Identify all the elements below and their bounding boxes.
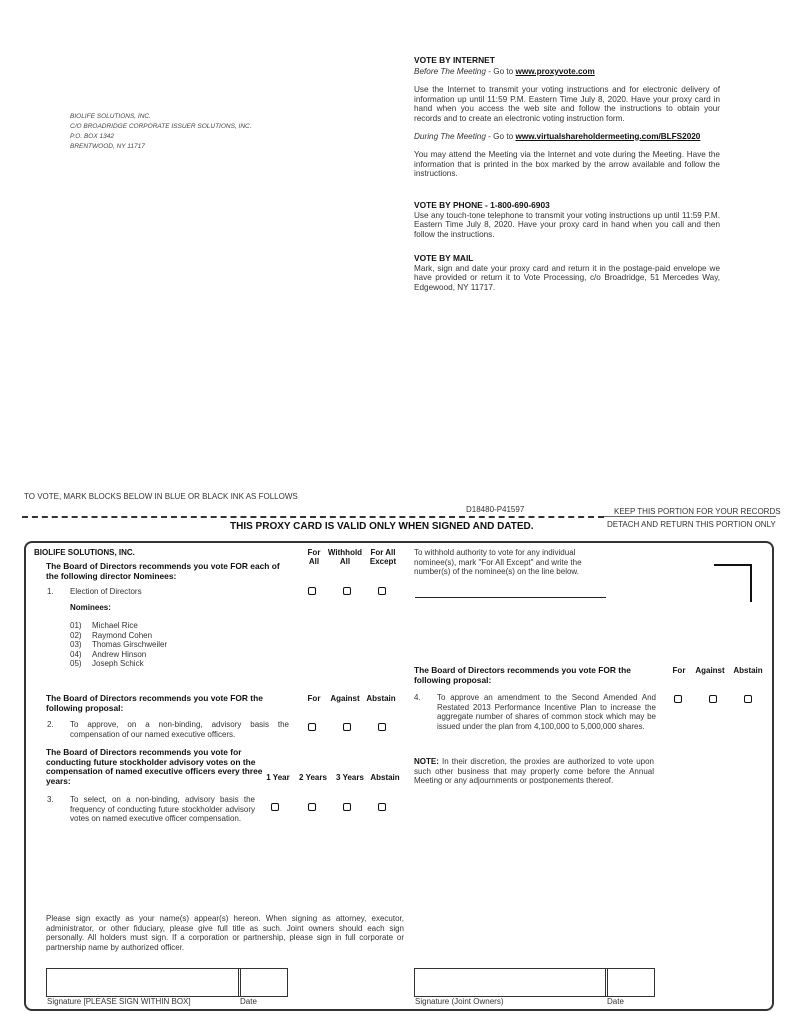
return-address — [70, 112, 252, 152]
vote-phone-text: Use any touch-tone telephone to transmit your voting instructions up until 11:59 P.M. Eastern Time July 8, 2020. Have your proxy card in hand when you call and then follow the instructions. — [414, 210, 720, 239]
col-withhold-all: Withhold All — [327, 548, 363, 566]
during-goto: - Go to — [485, 131, 516, 141]
joint-signature-box[interactable] — [414, 968, 608, 997]
note-label: NOTE: — [414, 757, 439, 766]
vote-by-phone-section — [414, 201, 720, 239]
joint-date-box[interactable] — [605, 968, 655, 997]
nominee-name: Raymond Cohen — [92, 630, 153, 640]
proposal-2-number: 2. — [47, 720, 54, 729]
vote-phone-heading: VOTE BY PHONE - 1-800-690-6903 — [414, 200, 550, 210]
address-line: C/O BROADRIDGE CORPORATE ISSUER SOLUTIONS, INC. — [70, 123, 252, 130]
address-line: BIOLIFE SOLUTIONS, INC. — [70, 113, 151, 120]
p3-abstain-checkbox[interactable] — [378, 803, 386, 811]
nominee-number: 01) — [70, 621, 82, 630]
p3-col-abstain: Abstain — [370, 773, 400, 782]
p2-col-for: For — [307, 694, 321, 703]
for-all-except-checkbox[interactable] — [378, 587, 386, 595]
p3-col-3-years: 3 Years — [336, 773, 364, 782]
nominee-name: Joseph Schick — [92, 659, 144, 668]
nominee — [70, 631, 167, 641]
before-meeting-label: Before The Meeting — [414, 66, 486, 76]
for-all-checkbox[interactable] — [308, 587, 316, 595]
signature-label: Signature [PLEASE SIGN WITHIN BOX] — [47, 997, 191, 1006]
vote-internet-heading: VOTE BY INTERNET — [414, 55, 495, 65]
nominee — [70, 621, 167, 631]
during-meeting-label: During The Meeting — [414, 131, 486, 141]
item-1-number: 1. — [47, 587, 54, 596]
nominee-number: 04) — [70, 649, 82, 659]
p3-col-2-years: 2 Years — [299, 773, 327, 782]
keep-portion-label: KEEP THIS PORTION FOR YOUR RECORDS — [614, 507, 781, 516]
nominee-name: Andrew Hinson — [92, 649, 147, 659]
date-box[interactable] — [238, 968, 288, 997]
p3-2-years-checkbox[interactable] — [308, 803, 316, 811]
joint-signature-label: Signature (Joint Owners) — [415, 997, 504, 1006]
nominee-name: Thomas Girschweiler — [92, 640, 168, 649]
col-for-all-except: For All Except — [369, 548, 397, 566]
withhold-all-checkbox[interactable] — [343, 587, 351, 595]
keep-divider — [604, 516, 776, 517]
vote-by-internet-section — [414, 56, 720, 179]
nominee-name: Michael Rice — [92, 621, 138, 630]
signature-box[interactable] — [46, 968, 241, 997]
nominee — [70, 640, 167, 650]
virtual-meeting-link[interactable]: www.virtualshareholdermeeting.com/BLFS2020 — [515, 131, 701, 141]
corner-mark — [714, 564, 752, 602]
p4-col-for: For — [672, 666, 686, 675]
col-for-all: For All — [307, 548, 321, 566]
p4-abstain-checkbox[interactable] — [744, 695, 752, 703]
before-meeting-text: Use the Internet to transmit your voting instructions and for electronic delivery of information up until 11:59 P.M. Eastern Time July 8, 2020. Have your proxy card in hand when you access the web site and follow the instructions to obtain your records and to create an electronic voting instruction form. — [414, 85, 720, 123]
p2-col-against: Against — [330, 694, 360, 703]
mark-instruction: TO VOTE, MARK BLOCKS BELOW IN BLUE OR BLACK INK AS FOLLOWS — [24, 492, 298, 501]
p2-col-abstain: Abstain — [366, 694, 396, 703]
withhold-instructions: To withhold authority to vote for any individual nominee(s), mark "For All Except" and write the number(s) of the nominee(s) on the line below. — [414, 548, 582, 576]
vote-mail-heading: VOTE BY MAIL — [414, 253, 474, 263]
proposal-4-number: 4. — [414, 693, 421, 702]
nominee-number: 03) — [70, 640, 82, 649]
p4-col-abstain: Abstain — [733, 666, 763, 675]
except-write-line[interactable] — [415, 597, 606, 598]
before-goto: - Go to — [485, 66, 516, 76]
control-code: D18480-P41597 — [466, 505, 525, 514]
nominee-list — [70, 621, 167, 669]
company-name: BIOLIFE SOLUTIONS, INC. — [34, 548, 135, 557]
note-text: In their discretion, the proxies are authorized to vote upon such other business that may properly come before the Annual Meeting or any adjournments or postponements thereof. — [414, 757, 654, 785]
proposal-3-recommendation: The Board of Directors recommends you vote for conducting future stockholder advisory votes on the compensation of named executive officers every three years: — [46, 747, 263, 786]
nominee-number: 02) — [70, 630, 82, 640]
p2-for-checkbox[interactable] — [308, 723, 316, 731]
p4-col-against: Against — [695, 666, 725, 675]
address-line: P.O. BOX 1342 — [70, 133, 114, 140]
valid-notice: THIS PROXY CARD IS VALID ONLY WHEN SIGNED AND DATED. — [230, 521, 534, 532]
proposal-3-text: To select, on a non-binding, advisory basis the frequency of conducting future stockholder advisory votes on named executive officer compensation. — [70, 795, 255, 823]
directors-recommendation: The Board of Directors recommends you vote FOR each of the following director Nominees: — [46, 561, 280, 581]
p3-col-1-year: 1 Year — [266, 773, 290, 782]
proposal-3-number: 3. — [47, 795, 54, 804]
sign-instructions: Please sign exactly as your name(s) appear(s) hereon. When signing as attorney, executor, administrator, or other fiduciary, please give full title as such. Joint owners should each sign personally. All holders must sign. If a corporation or partnership, please sign in full corporate or partnership name by authorized officer. — [46, 914, 404, 952]
item-1-text: Election of Directors — [70, 587, 142, 596]
proxyvote-link[interactable]: www.proxyvote.com — [515, 66, 595, 76]
p2-abstain-checkbox[interactable] — [378, 723, 386, 731]
p4-for-checkbox[interactable] — [674, 695, 682, 703]
proposal-2-text: To approve, on a non-binding, advisory basis the compensation of our named executive officers. — [70, 720, 289, 739]
proposal-2-recommendation: The Board of Directors recommends you vote FOR the following proposal: — [46, 693, 263, 713]
proposal-4-recommendation: The Board of Directors recommends you vote FOR the following proposal: — [414, 665, 631, 685]
nominee — [70, 650, 167, 660]
nominees-label: Nominees: — [70, 603, 111, 612]
p3-3-years-checkbox[interactable] — [343, 803, 351, 811]
during-meeting-text: You may attend the Meeting via the Internet and vote during the Meeting. Have the information that is printed in the box marked by the arrow available and follow the instructions. — [414, 150, 720, 179]
detach-portion-label: DETACH AND RETURN THIS PORTION ONLY — [607, 520, 776, 529]
nominee-number: 05) — [70, 659, 82, 668]
address-line: BRENTWOOD, NY 11717 — [70, 143, 145, 150]
date-label: Date — [240, 997, 257, 1006]
p2-against-checkbox[interactable] — [343, 723, 351, 731]
joint-date-label: Date — [607, 997, 624, 1006]
p3-1-year-checkbox[interactable] — [271, 803, 279, 811]
p4-against-checkbox[interactable] — [709, 695, 717, 703]
proposal-4-text: To approve an amendment to the Second Amended And Restated 2013 Performance Incentive Plan to increase the aggregate number of shares of common stock which may be issued under the plan from 4,100,000 to 5,000,000 shares. — [437, 693, 656, 731]
nominee — [70, 659, 167, 669]
detach-line — [22, 516, 604, 518]
note-paragraph — [414, 757, 654, 786]
vote-by-mail-section — [414, 254, 720, 292]
vote-mail-text: Mark, sign and date your proxy card and return it in the postage-paid envelope we have provided or return it to Vote Processing, c/o Broadridge, 51 Mercedes Way, Edgewood, NY 11717. — [414, 263, 720, 292]
